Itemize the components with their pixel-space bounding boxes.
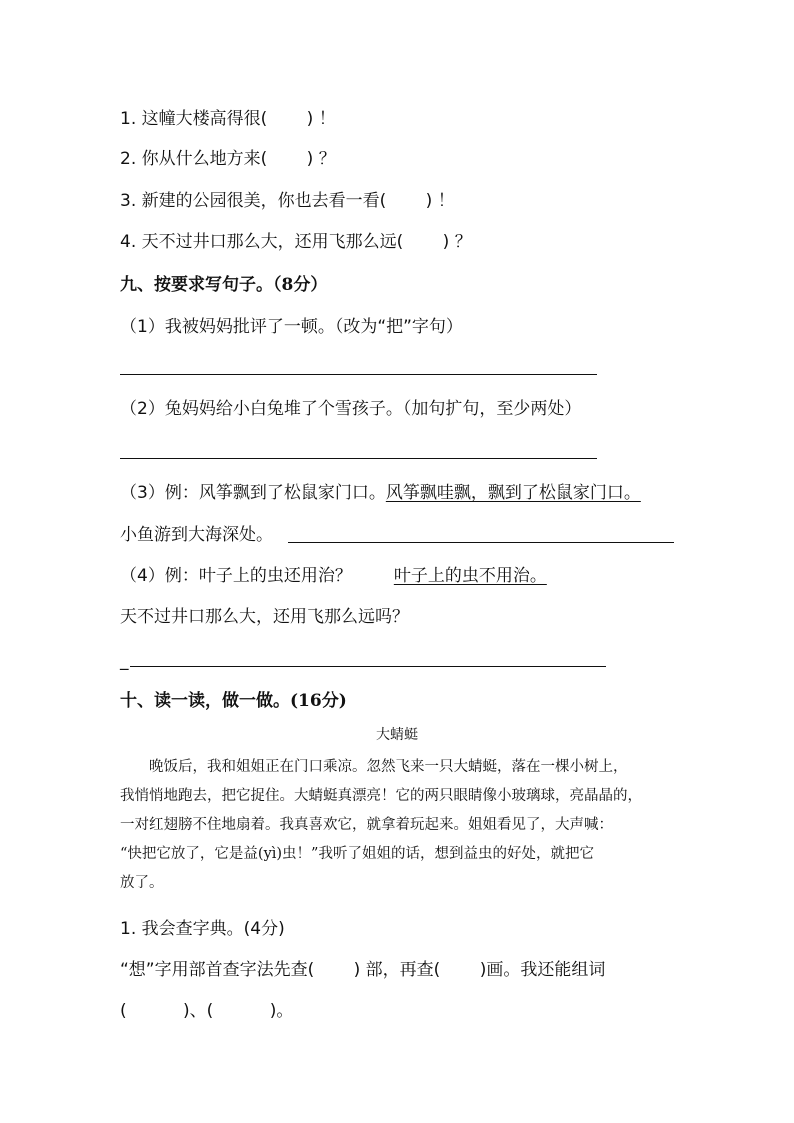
section-10-title: 十、读一读，做一做。(16分) — [120, 691, 347, 711]
sec9-question-1: （1）我被妈妈批评了一顿。（改为“把”字句） — [120, 317, 463, 337]
sec9-question-2: （2）兔妈妈给小白兔堆了个雪孩子。（加句扩句，至少两处） — [120, 399, 582, 419]
passage-body — [120, 753, 680, 898]
answer-line-1[interactable] — [120, 374, 597, 375]
answer-line-4-lead: _ — [120, 651, 129, 671]
q4-prefix: （4）例：叶子上的虫还用治？ — [120, 566, 352, 586]
passage-line-5: 放了。 — [120, 875, 164, 891]
sec8-item-1: 1. 这幢大楼高得很( ) ！ — [120, 109, 336, 129]
sec10-question-1-title: 1. 我会查字典。(4分) — [120, 919, 285, 939]
answer-line-4[interactable] — [130, 666, 606, 667]
passage-line-1: 晚饭后，我和姐姐正在门口乘凉。忽然飞来一只大蜻蜓，落在一棵小树上， — [149, 759, 628, 775]
q3-example: 风筝飘哇飘，飘到了松鼠家门口。 — [385, 483, 641, 503]
sec9-task-4: 天不过井口那么大，还用飞那么远吗？ — [120, 607, 409, 627]
passage-line-3: 一对红翅膀不住地扇着。我真喜欢它，就拿着玩起来。姐姐看见了，大声喊： — [120, 817, 613, 833]
passage-line-4: “快把它放了，它是益(yì)虫！”我听了姐姐的话，想到益虫的好处，就把它 — [120, 846, 594, 862]
sec9-task-3: 小鱼游到大海深处。 — [120, 525, 273, 545]
answer-line-3[interactable] — [288, 542, 674, 543]
sec9-question-4 — [120, 565, 547, 587]
sec8-item-4: 4. 天不过井口那么大，还用飞那么远( ) ？ — [120, 232, 472, 252]
sec10-question-1-line-1: “想”字用部首查字法先查( ) 部，再查( )画。我还能组词 — [120, 960, 606, 980]
answer-line-2[interactable] — [120, 458, 597, 459]
q3-prefix: （3）例：风筝飘到了松鼠家门口。 — [120, 483, 386, 503]
passage-title: 大蜻蜓 — [376, 727, 418, 743]
section-9-title: 九、按要求写句子。（8分） — [120, 275, 328, 295]
q4-example: 叶子上的虫不用治。 — [393, 566, 547, 586]
sec8-item-2: 2. 你从什么地方来( ) ？ — [120, 149, 336, 169]
passage-line-2: 我悄悄地跑去，把它捉住。大蜻蜓真漂亮！它的两只眼睛像小玻璃球，亮晶晶的， — [120, 788, 642, 804]
sec9-question-3 — [120, 482, 641, 504]
sec10-question-1-line-2: ( )、( )。 — [120, 1001, 294, 1021]
sec8-item-3: 3. 新建的公园很美，你也去看一看( ) ！ — [120, 191, 455, 211]
